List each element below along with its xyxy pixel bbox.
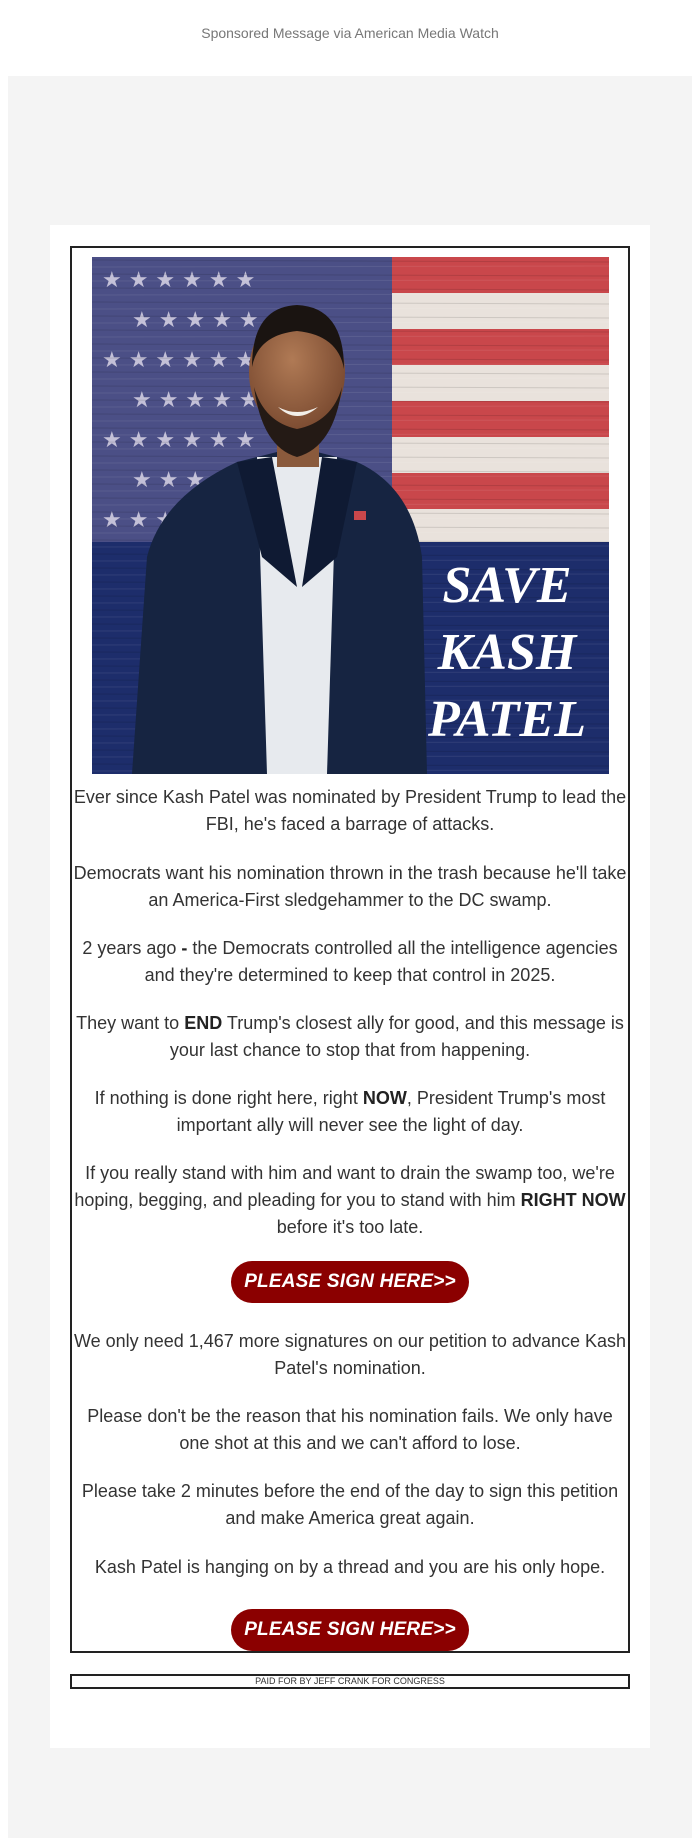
paragraph-4: They want to END Trump's closest ally for good, and this message is your last chance to stop that from happening. <box>76 1013 624 1060</box>
sign-petition-button-bottom[interactable]: PLEASE SIGN HERE>> <box>231 1609 469 1651</box>
paragraph-9: Please take 2 minutes before the end of the day to sign this petition and make America great again. <box>81 1481 619 1528</box>
sign-petition-button[interactable]: PLEASE SIGN HERE>> <box>231 1261 469 1303</box>
paragraph-6: If you really stand with him and want to drain the swamp too, we're hoping, begging, and pleading for you to stand with him RIGHT NOW before it's too late. <box>74 1163 626 1237</box>
paragraph-3: 2 years ago - the Democrats controlled all the intelligence agencies and they're determined to keep that control in 2025. <box>82 938 618 985</box>
paragraph-5: If nothing is done right here, right NOW, President Trump's most important ally will never see the light of day. <box>94 1088 606 1135</box>
paragraph-1: Ever since Kash Patel was nominated by President Trump to lead the FBI, he's faced a barrage of attacks. <box>73 787 627 834</box>
sponsor-text: Sponsored Message via American Media Watch <box>201 25 499 41</box>
paragraph-2: Democrats want his nomination thrown in the trash because he'll take an America-First sledgehammer to the DC swamp. <box>73 863 627 910</box>
hero-image <box>92 257 609 774</box>
paragraph-7: We only need 1,467 more signatures on our petition to advance Kash Patel's nomination. <box>73 1331 627 1378</box>
paragraph-8: Please don't be the reason that his nomination fails. We only have one shot at this and we can't afford to lose. <box>87 1406 613 1453</box>
paid-for-disclaimer: PAID FOR BY JEFF CRANK FOR CONGRESS <box>70 1674 630 1689</box>
overlay-kash: KASH <box>437 624 577 681</box>
overlay-save: SAVE <box>442 557 572 614</box>
hero-banner-link[interactable] <box>92 257 609 774</box>
paragraph-10: Kash Patel is hanging on by a thread and you are his only hope. <box>94 1557 606 1577</box>
overlay-patel: PATEL <box>428 691 586 748</box>
